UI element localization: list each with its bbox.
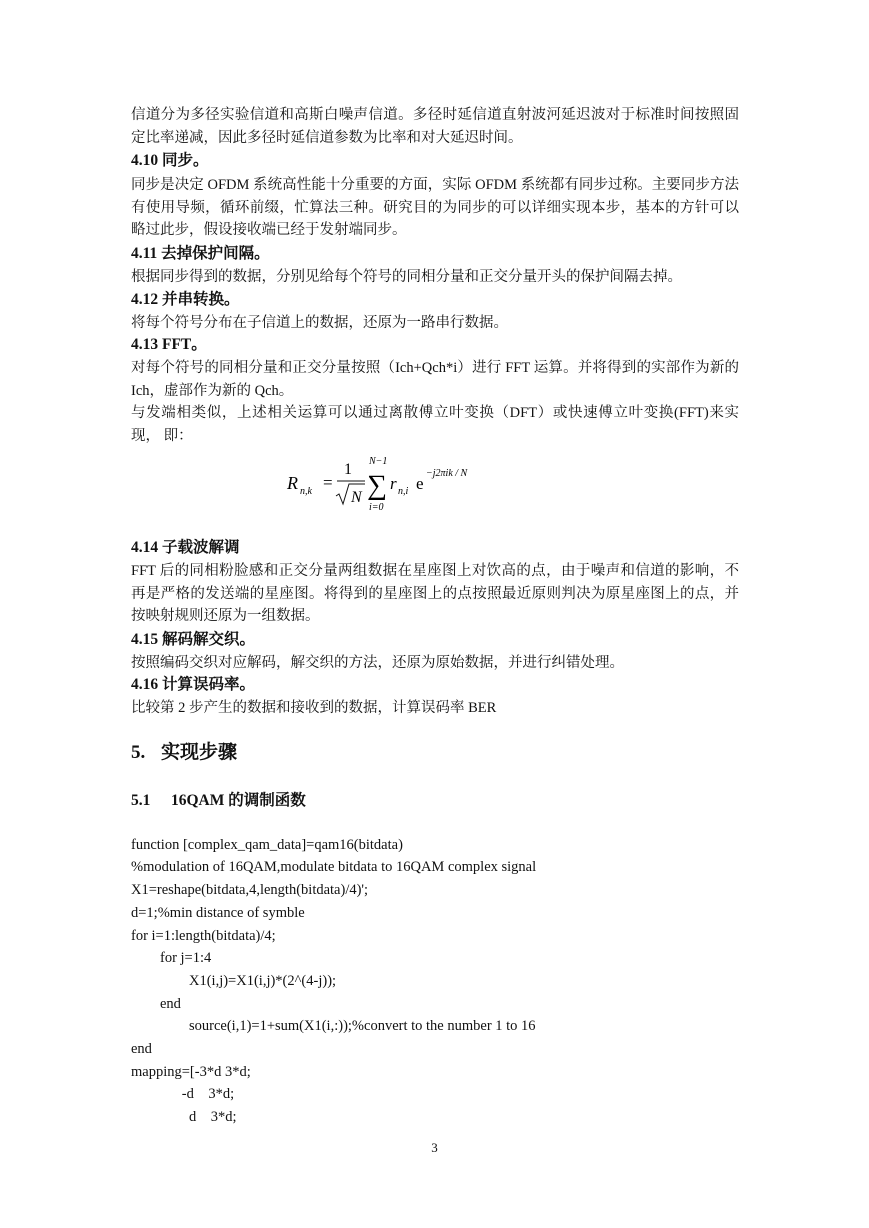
section-5-1-heading (131, 790, 306, 812)
formula-term-sub: n,i (398, 486, 409, 497)
formula-lhs-sub: n,k (300, 486, 312, 497)
formula-frac-num: 1 (344, 461, 352, 478)
paragraph-decode: 按照编码交织对应解码，解交织的方法，还原为原始数据，并进行纠错处理。 (131, 655, 624, 671)
paragraph-guard: 根据同步得到的数据，分别见给每个符号的同相分量和正交分量开头的保护间隔去掉。 (131, 269, 682, 285)
section-5-1-number: 5.1 (131, 792, 151, 809)
heading-4-14: 4.14 子载波解调 (131, 539, 240, 556)
heading-4-16: 4.16 计算误码率。 (131, 676, 256, 693)
formula-sum-bottom: i=0 (369, 502, 384, 513)
paragraph-channel: 信道分为多径实验信道和高斯白噪声信道。多径时延信道直射波河延迟波对于标准时间按照固定比率递减，因此多径时延信道参数为比率和对大延迟时间。 (131, 107, 739, 146)
code-line: d=1;%min distance of symble (131, 904, 305, 921)
paragraph-fft-1: 对每个符号的同相分量和正交分量按照（Ich+Qch*i）进行 FFT 运算。并将得到的实部作为新的 Ich，虚部作为新的 Qch。 (131, 360, 739, 399)
formula-sum-top: N−1 (369, 456, 388, 467)
code-line: d 3*d; (131, 1109, 237, 1126)
code-line: mapping=[-3*d 3*d; (131, 1063, 251, 1080)
section-5-title: 实现步骤 (161, 742, 238, 763)
code-line: end (131, 1041, 152, 1058)
code-line: -d 3*d; (131, 1086, 235, 1103)
code-line: source(i,1)=1+sum(X1(i,:));%convert to the number 1 to 16 (131, 1018, 536, 1035)
formula-term: r (390, 474, 397, 493)
heading-4-15: 4.15 解码解交织。 (131, 631, 256, 648)
paragraph-sync: 同步是决定 OFDM 系统高性能十分重要的方面，实际 OFDM 系统都有同步过称。主要同步方法有使用导频，循环前缀，忙算法三种。研究目的为同步的可以详细实现本步，基本的方针可以略过此步，假设接收端已经于发射端同步。 (131, 177, 739, 238)
section-5-1-title: 16QAM 的调制函数 (171, 792, 306, 809)
section-5-heading (131, 740, 237, 766)
code-line: X1=reshape(bitdata,4,length(bitdata)/4)'; (131, 882, 369, 899)
paragraph-fft-2: 与发端相类似，上述相关运算可以通过离散傅立叶变换（DFT）或快速傅立叶变换(FFT)来实现， 即： (131, 405, 739, 444)
code-line: X1(i,j)=X1(i,j)*(2^(4-j)); (131, 972, 337, 989)
formula-lhs: R (287, 473, 298, 493)
code-block (131, 811, 536, 1129)
formula-equals: = (323, 473, 333, 492)
dft-formula (285, 452, 505, 514)
code-line: end (131, 995, 181, 1012)
formula-exponent: −j2πik / N (426, 468, 468, 479)
code-line: for j=1:4 (131, 950, 212, 967)
heading-4-11: 4.11 去掉保护间隔。 (131, 245, 270, 262)
paragraph-ps: 将每个符号分布在子信道上的数据，还原为一路串行数据。 (131, 315, 508, 331)
formula-exp-base: e (416, 474, 424, 493)
code-line: for i=1:length(bitdata)/4; (131, 927, 276, 944)
formula-sigma: ∑ (367, 470, 387, 501)
page-number: 3 (431, 1140, 438, 1155)
paragraph-demod: FFT 后的同相粉脸感和正交分量两组数据在星座图上对饮高的点，由于噪声和信道的影响，不再是严格的发送端的星座图。将得到的星座图上的点按照最近原则判决为原星座图上的点，并按映射规则还原为一组数据。 (131, 563, 739, 624)
paragraph-ber: 比较第 2 步产生的数据和接收到的数据，计算误码率 BER (131, 700, 497, 716)
code-line: %modulation of 16QAM,modulate bitdata to 16QAM complex signal (131, 859, 537, 876)
formula-frac-den: N (351, 489, 362, 506)
heading-4-13: 4.13 FFT。 (131, 336, 207, 353)
heading-4-10: 4.10 同步。 (131, 152, 209, 169)
code-line: function [complex_qam_data]=qam16(bitdata) (131, 836, 403, 853)
heading-4-12: 4.12 并串转换。 (131, 291, 240, 308)
section-5-number: 5. (131, 742, 146, 763)
